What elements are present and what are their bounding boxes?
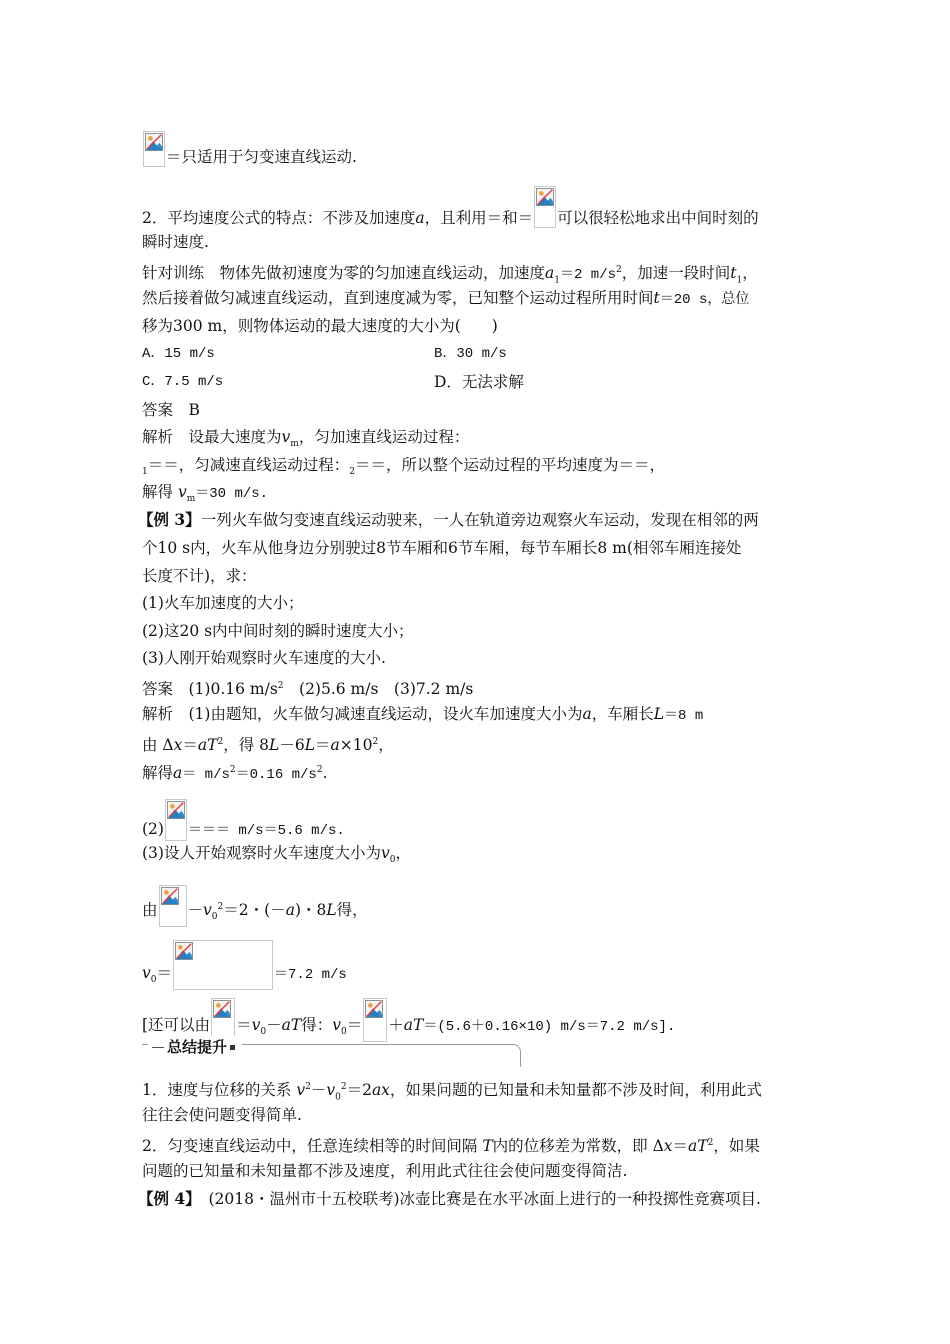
formula-line-1: ＝只适用于匀变速直线运动. bbox=[142, 131, 357, 167]
practice-question: 针对训练 物体先做初速度为零的匀加速直线运动，加速度$a_1=2$ $m/s^2$，加速一段时间$t_1$， bbox=[142, 264, 758, 286]
broken-image-icon bbox=[534, 186, 556, 228]
option-a: A．15 m/s bbox=[142, 346, 215, 362]
example-4: 【例 4】 (2018・温州市十五校联考)冰壶比赛是在水平冰面上进行的一种投掷性竞赛项目. bbox=[138, 1189, 761, 1208]
question-3: (3)人刚开始观察时火车速度的大小. bbox=[142, 649, 386, 667]
broken-image-icon bbox=[363, 998, 387, 1042]
option-c: C．7.5 m/s bbox=[142, 374, 224, 390]
paragraph-avg-velocity: 2．平均速度公式的特点：不涉及加速度a，且利用＝和＝ 可以很轻松地求出中间时刻的 bbox=[142, 186, 759, 228]
summary-heading: 总结提升 bbox=[148, 1036, 242, 1057]
question-2: (2)这20 s内中间时刻的瞬时速度大小； bbox=[142, 622, 414, 640]
summary-point-2: 2．匀变速直线运动中，任意连续相等的时间间隔 T内的位移差为常数，即 $\Delta x=aT^2$，如果 bbox=[142, 1137, 760, 1156]
broken-image-icon bbox=[165, 799, 187, 841]
broken-image-icon bbox=[173, 940, 273, 990]
option-b: B．30 m/s bbox=[434, 346, 507, 362]
solution-3: 解析 (1)由题知，火车做匀减速直线运动，设火车加速度大小为a，车厢长L＝8 m bbox=[142, 705, 704, 724]
option-d: D．无法求解 bbox=[434, 373, 524, 391]
example-3: 【例 3】一列火车做匀变速直线运动驶来，一人在轨道旁边观察火车运动，发现在相邻的两 bbox=[138, 510, 759, 529]
summary-point-1: 1．速度与位移的关系 $v^2-v_0^2=2ax$，如果问题的已知量和未知量都不涉及时间，利用此式 bbox=[142, 1081, 762, 1103]
solution-1: 解析 设最大速度为$v_m$，匀加速直线运动过程： bbox=[142, 428, 470, 450]
answer-3: 答案 (1)0.16 $m/s^2$ (2)5.6 m/s (3)7.2 m/s bbox=[142, 680, 474, 699]
broken-image-icon bbox=[143, 131, 165, 167]
answer-1: 答案 B bbox=[142, 401, 200, 419]
question-1: (1)火车加速度的大小； bbox=[142, 594, 304, 612]
broken-image-icon bbox=[159, 885, 187, 927]
